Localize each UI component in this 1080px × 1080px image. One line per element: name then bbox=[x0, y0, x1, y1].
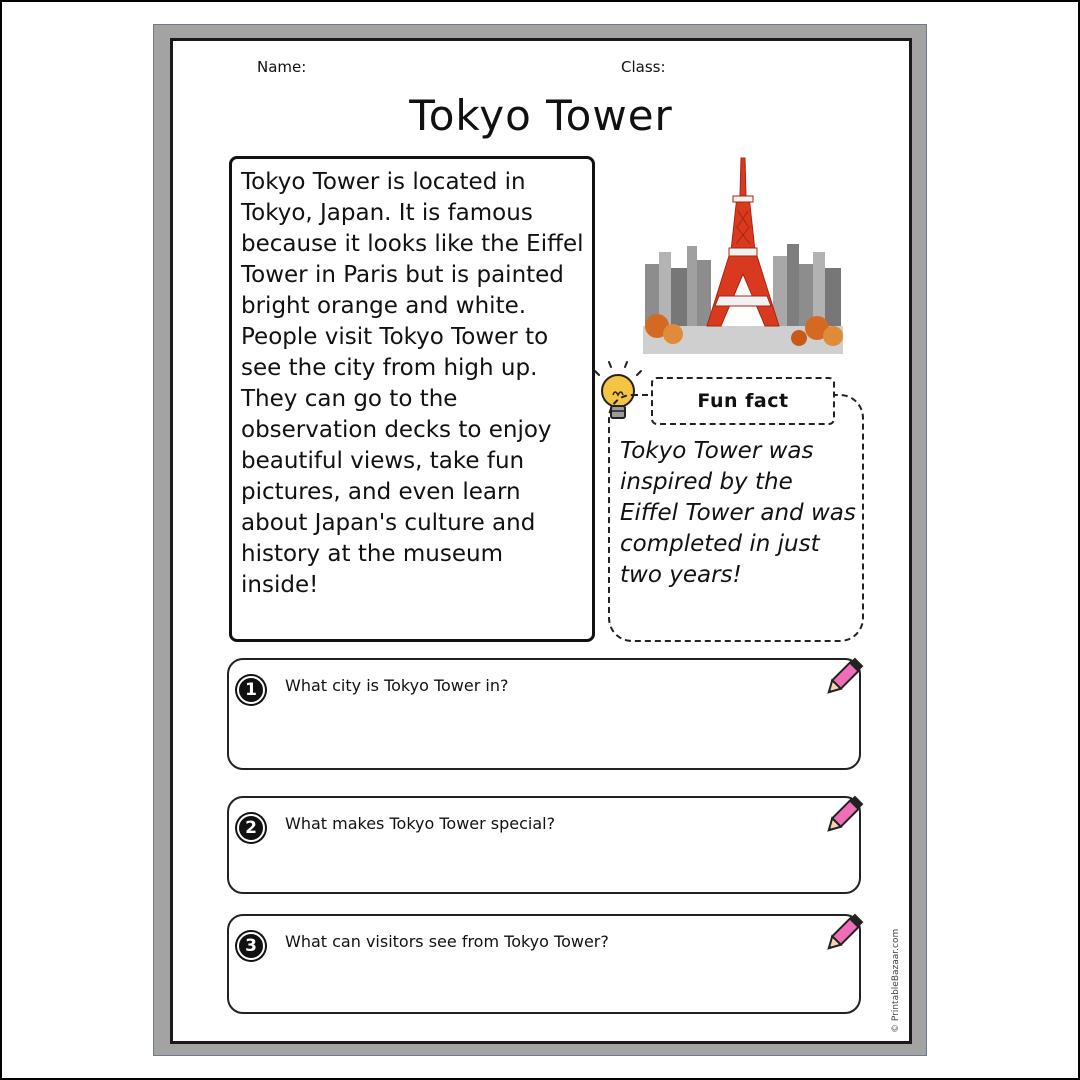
fun-fact-label: Fun fact bbox=[651, 377, 835, 425]
fun-fact-text: Tokyo Tower was inspired by the Eiffel Tower and was completed in just two years! bbox=[620, 438, 856, 588]
worksheet-page bbox=[170, 38, 912, 1044]
pencil-icon bbox=[819, 650, 871, 702]
question-text-2: What makes Tokyo Tower special? bbox=[285, 814, 556, 833]
reading-passage-box bbox=[229, 156, 595, 642]
question-number-1: 1 bbox=[237, 676, 265, 704]
question-text-1: What city is Tokyo Tower in? bbox=[285, 676, 509, 695]
question-box-2[interactable] bbox=[227, 796, 861, 894]
question-number-2: 2 bbox=[237, 814, 265, 842]
pencil-icon bbox=[819, 788, 871, 840]
question-box-3[interactable] bbox=[227, 914, 861, 1014]
page-title: Tokyo Tower bbox=[409, 91, 673, 140]
reading-passage-text: Tokyo Tower is located in Tokyo, Japan. It is famous because it looks like the Eiffel Tower in Paris but is painted bright orange and white. People visit Tokyo Tower to see the city from high up. They can go to the observation decks to enjoy beautiful views, take fun pictures, and even learn about Japan's culture and history at the museum inside! bbox=[241, 169, 584, 598]
pencil-icon bbox=[819, 906, 871, 958]
copyright-credit: © PrintableBazaar.com bbox=[891, 928, 901, 1033]
fun-fact-box bbox=[608, 394, 864, 642]
question-number-3: 3 bbox=[237, 932, 265, 960]
name-label: Name: bbox=[257, 58, 307, 76]
question-text-3: What can visitors see from Tokyo Tower? bbox=[285, 932, 609, 951]
class-label: Class: bbox=[621, 58, 666, 76]
tokyo-tower-illustration bbox=[643, 156, 843, 361]
question-box-1[interactable] bbox=[227, 658, 861, 770]
